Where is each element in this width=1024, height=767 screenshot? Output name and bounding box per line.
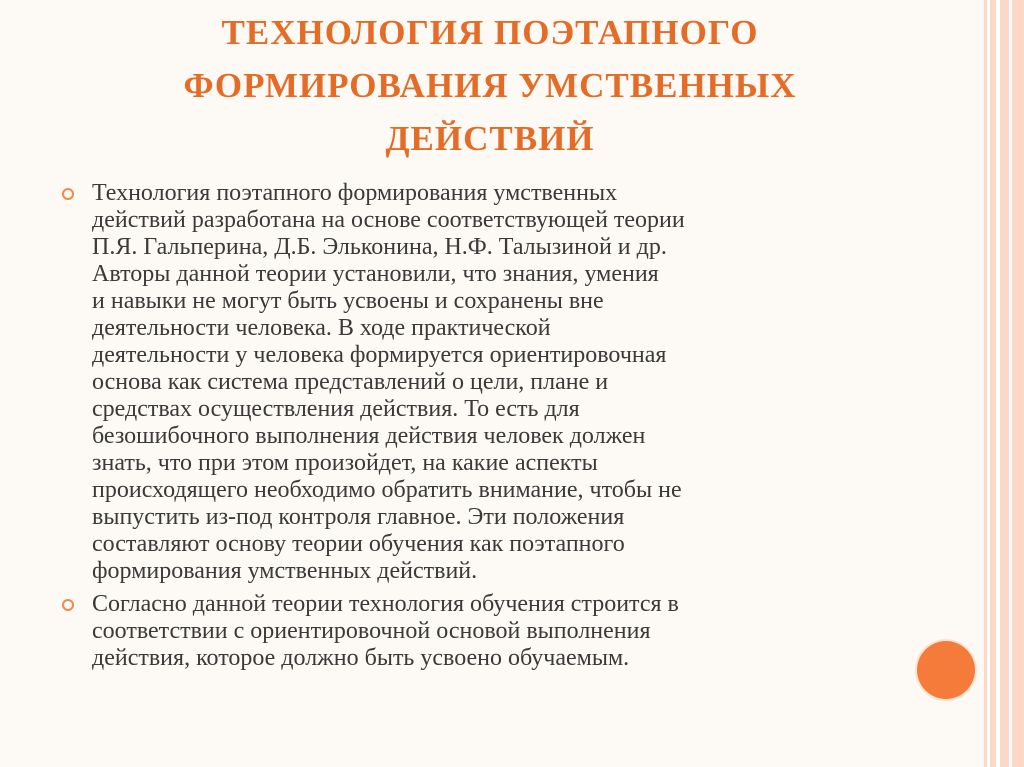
text-line: соответствии с ориентировочной основой выполнения	[92, 618, 651, 644]
title-line: ТЕХНОЛОГИЯ ПОЭТАПНОГО	[221, 13, 759, 52]
title-line: ФОРМИРОВАНИЯ УМСТВЕННЫХ	[183, 66, 797, 105]
bullet-item	[58, 591, 898, 672]
text-line: формирования умственных действий.	[92, 558, 478, 584]
text-line: средствах осуществления действия. То есть для	[92, 396, 580, 422]
text-line: основа как система представлений о цели, плане и	[92, 369, 609, 395]
text-line: Авторы данной теории установили, что знания, умения	[92, 261, 659, 287]
text-line: П.Я. Гальперина, Д.Б. Эльконина, Н.Ф. Талызиной и др.	[92, 234, 667, 260]
title-line: ДЕЙСТВИЙ	[385, 119, 595, 158]
text-line: деятельности человека. В ходе практической	[92, 315, 551, 341]
stripe-divider	[1009, 0, 1012, 767]
ring-bullet-icon	[62, 188, 74, 200]
text-line: деятельности у человека формируется ориентировочная	[92, 342, 667, 368]
stripe-divider	[996, 0, 1000, 767]
text-line: Согласно данной теории технология обучения строится в	[92, 591, 679, 617]
slide-body	[58, 180, 898, 678]
text-line: выпустить из-под контроля главное. Эти положения	[92, 504, 625, 530]
slide-title	[90, 6, 890, 165]
text-line: действия, которое должно быть усвоено обучаемым.	[92, 645, 630, 671]
text-line: и навыки не могут быть усвоены и сохранены вне	[92, 288, 604, 314]
text-line: происходящего необходимо обратить внимание, чтобы не	[92, 477, 682, 503]
text-line: действий разработана на основе соответствующей теории	[92, 207, 685, 233]
decorative-circle	[917, 641, 975, 699]
text-line: безошибочного выполнения действия человек должен	[92, 423, 646, 449]
text-line: Технология поэтапного формирования умственных	[92, 180, 618, 206]
bullet-item	[58, 180, 898, 585]
stripe-divider	[987, 0, 990, 767]
text-line: знать, что при этом произойдет, на какие аспекты	[92, 450, 598, 476]
ring-bullet-icon	[62, 599, 74, 611]
decorative-stripes	[984, 0, 1024, 767]
text-line: составляют основу теории обучения как поэтапного	[92, 531, 625, 557]
